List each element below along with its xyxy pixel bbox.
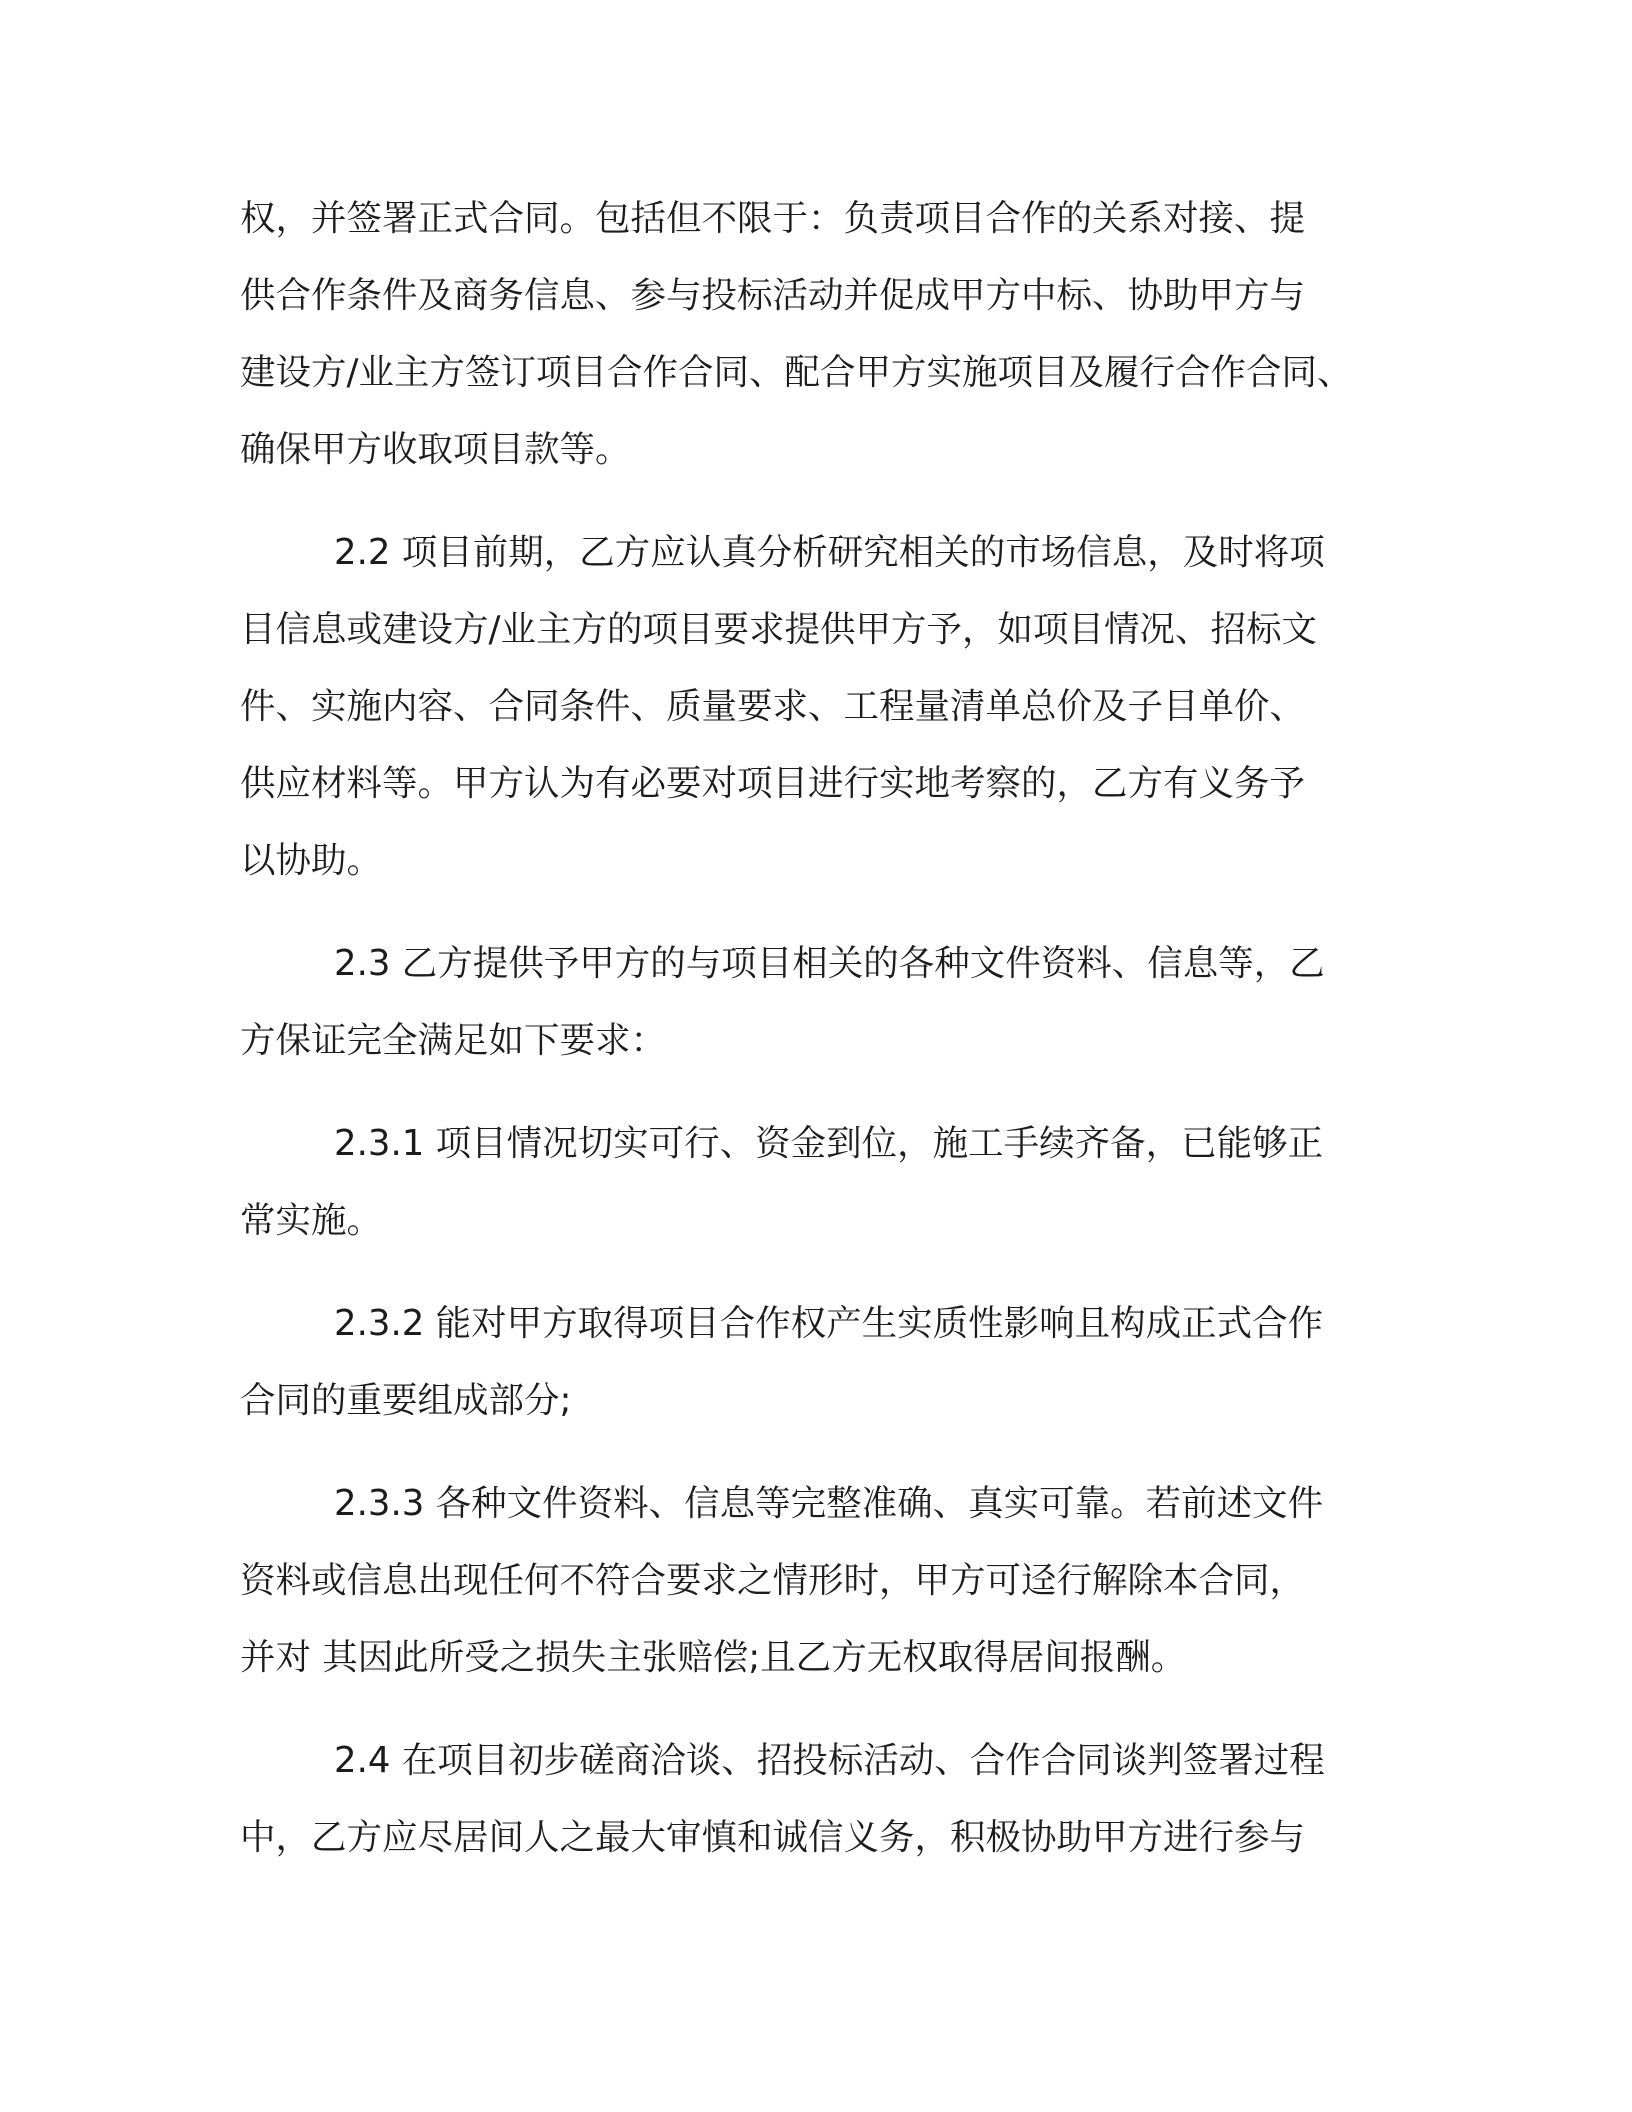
text-line: 2.3.2 能对甲方取得项目合作权产生实质性影响且构成正式合作 — [334, 1303, 1324, 1344]
text-line: 以协助。 — [240, 840, 383, 881]
text-line: 2.2 项目前期，乙方应认真分析研究相关的市场信息，及时将项 — [334, 532, 1325, 573]
text-line: 2.3.3 各种文件资料、信息等完整准确、真实可靠。若前述文件 — [334, 1483, 1324, 1524]
text-line: 2.3 乙方提供予甲方的与项目相关的各种文件资料、信息等，乙 — [334, 943, 1325, 984]
text-line: 2.3.1 项目情况切实可行、资金到位，施工手续齐备，已能够正 — [334, 1123, 1324, 1164]
text-line: 方保证完全满足如下要求： — [240, 1020, 667, 1061]
text-line: 中，乙方应尽居间人之最大审慎和诚信义务，积极协助甲方进行参与 — [240, 1817, 1306, 1858]
contract-text — [240, 180, 1412, 1902]
paragraph-2-3-3 — [240, 1465, 1412, 1696]
text-line: 并对 其因此所受之损失主张赔偿;且乙方无权取得居间报酬。 — [240, 1637, 1187, 1678]
text-line: 确保甲方收取项目款等。 — [240, 429, 631, 470]
text-line: 目信息或建设方/业主方的项目要求提供甲方予，如项目情况、招标文 — [240, 609, 1317, 650]
text-line: 权，并签署正式合同。包括但不限于：负责项目合作的关系对接、提 — [240, 198, 1306, 239]
text-line: 供合作条件及商务信息、参与投标活动并促成甲方中标、协助甲方与 — [240, 275, 1306, 316]
paragraph-2-1-continuation — [240, 180, 1412, 488]
text-line: 建设方/业主方签订项目合作合同、配合甲方实施项目及履行合作合同、 — [240, 352, 1353, 393]
text-line: 常实施。 — [240, 1200, 383, 1241]
text-line: 供应材料等。甲方认为有必要对项目进行实地考察的，乙方有义务予 — [240, 763, 1306, 804]
text-line: 件、实施内容、合同条件、质量要求、工程量清单总价及子目单价、 — [240, 686, 1306, 727]
text-line: 资料或信息出现任何不符合要求之情形时，甲方可迳行解除本合同， — [240, 1560, 1306, 1601]
text-line: 合同的重要组成部分; — [240, 1380, 572, 1421]
text-line: 2.4 在项目初步磋商洽谈、招投标活动、合作合同谈判签署过程 — [334, 1740, 1325, 1781]
paragraph-2-2 — [240, 514, 1412, 899]
paragraph-2-3-2 — [240, 1285, 1412, 1439]
paragraph-2-3 — [240, 925, 1412, 1079]
paragraph-2-3-1 — [240, 1105, 1412, 1259]
paragraph-2-4 — [240, 1722, 1412, 1876]
